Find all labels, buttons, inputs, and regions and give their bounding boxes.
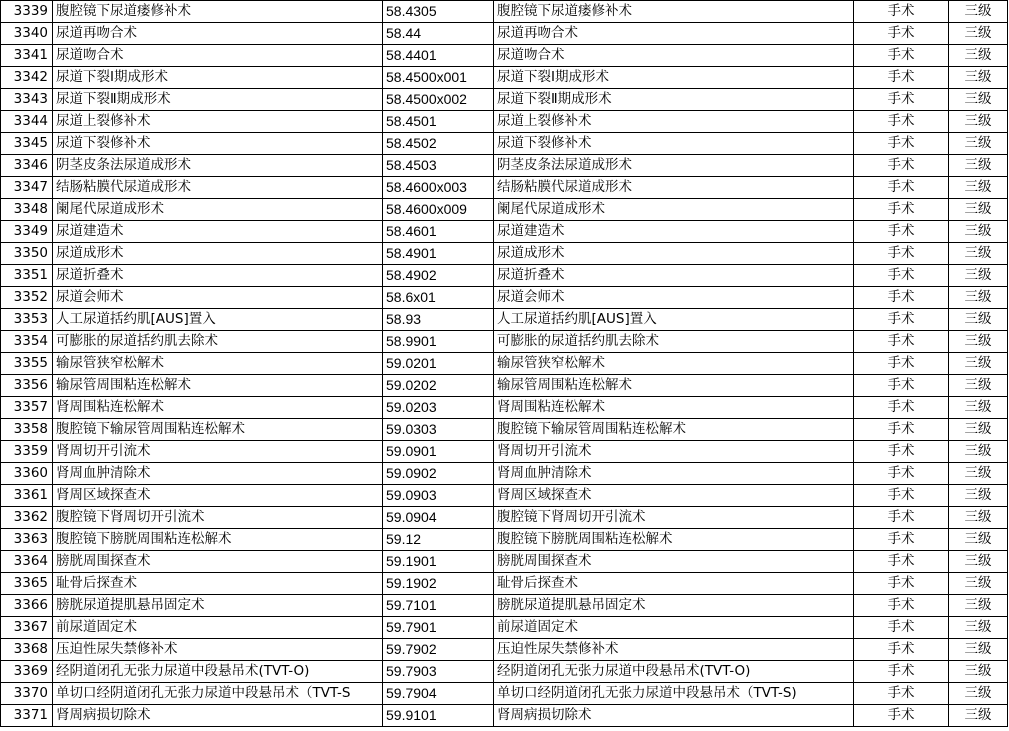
row-number-cell: 3354 <box>1 331 53 353</box>
grade-cell: 三级 <box>949 485 1008 507</box>
procedure-code-cell: 58.4401 <box>383 45 494 67</box>
category-cell: 手术 <box>854 419 949 441</box>
table-row <box>1 529 1008 551</box>
grade-cell: 三级 <box>949 243 1008 265</box>
grade-cell: 三级 <box>949 617 1008 639</box>
standard-name-cell: 尿道下裂Ⅱ期成形术 <box>494 89 854 111</box>
procedure-name-cell: 肾周围粘连松解术 <box>53 397 383 419</box>
table-row <box>1 573 1008 595</box>
table-body <box>1 1 1008 727</box>
procedure-code-cell: 58.4305 <box>383 1 494 23</box>
table-row <box>1 221 1008 243</box>
row-number-cell: 3357 <box>1 397 53 419</box>
procedure-name-cell: 尿道下裂Ⅰ期成形术 <box>53 67 383 89</box>
procedure-name-cell: 尿道会师术 <box>53 287 383 309</box>
category-cell: 手术 <box>854 221 949 243</box>
procedure-name-cell: 结肠粘膜代尿道成形术 <box>53 177 383 199</box>
standard-name-cell: 膀胱尿道提肌悬吊固定术 <box>494 595 854 617</box>
table-row <box>1 617 1008 639</box>
row-number-cell: 3366 <box>1 595 53 617</box>
procedure-code-cell: 58.4500x001 <box>383 67 494 89</box>
standard-name-cell: 膀胱周围探查术 <box>494 551 854 573</box>
grade-cell: 三级 <box>949 265 1008 287</box>
procedure-name-cell: 膀胱尿道提肌悬吊固定术 <box>53 595 383 617</box>
category-cell: 手术 <box>854 243 949 265</box>
grade-cell: 三级 <box>949 287 1008 309</box>
category-cell: 手术 <box>854 199 949 221</box>
row-number-cell: 3368 <box>1 639 53 661</box>
row-number-cell: 3353 <box>1 309 53 331</box>
standard-name-cell: 压迫性尿失禁修补术 <box>494 639 854 661</box>
table-row <box>1 639 1008 661</box>
row-number-cell: 3371 <box>1 705 53 727</box>
row-number-cell: 3355 <box>1 353 53 375</box>
category-cell: 手术 <box>854 639 949 661</box>
procedure-name-cell: 尿道吻合术 <box>53 45 383 67</box>
grade-cell: 三级 <box>949 23 1008 45</box>
row-number-cell: 3351 <box>1 265 53 287</box>
grade-cell: 三级 <box>949 89 1008 111</box>
category-cell: 手术 <box>854 397 949 419</box>
procedure-code-cell: 59.1901 <box>383 551 494 573</box>
table-row <box>1 309 1008 331</box>
table-row <box>1 441 1008 463</box>
procedure-name-cell: 腹腔镜下肾周切开引流术 <box>53 507 383 529</box>
row-number-cell: 3349 <box>1 221 53 243</box>
procedure-code-cell: 59.12 <box>383 529 494 551</box>
grade-cell: 三级 <box>949 397 1008 419</box>
grade-cell: 三级 <box>949 595 1008 617</box>
procedure-code-cell: 59.1902 <box>383 573 494 595</box>
table-row <box>1 353 1008 375</box>
procedure-code-cell: 58.4901 <box>383 243 494 265</box>
row-number-cell: 3344 <box>1 111 53 133</box>
procedure-code-cell: 59.0202 <box>383 375 494 397</box>
standard-name-cell: 腹腔镜下尿道瘘修补术 <box>494 1 854 23</box>
category-cell: 手术 <box>854 155 949 177</box>
procedure-code-cell: 59.7903 <box>383 661 494 683</box>
procedure-code-cell: 58.9901 <box>383 331 494 353</box>
category-cell: 手术 <box>854 89 949 111</box>
standard-name-cell: 前尿道固定术 <box>494 617 854 639</box>
table-row <box>1 595 1008 617</box>
procedure-code-cell: 59.7101 <box>383 595 494 617</box>
procedure-name-cell: 人工尿道括约肌[AUS]置入 <box>53 309 383 331</box>
grade-cell: 三级 <box>949 221 1008 243</box>
category-cell: 手术 <box>854 441 949 463</box>
procedure-name-cell: 膀胱周围探查术 <box>53 551 383 573</box>
row-number-cell: 3352 <box>1 287 53 309</box>
procedure-name-cell: 经阴道闭孔无张力尿道中段悬吊术(TVT-O) <box>53 661 383 683</box>
standard-name-cell: 尿道下裂修补术 <box>494 133 854 155</box>
row-number-cell: 3356 <box>1 375 53 397</box>
row-number-cell: 3367 <box>1 617 53 639</box>
procedure-code-cell: 59.9101 <box>383 705 494 727</box>
standard-name-cell: 肾周病损切除术 <box>494 705 854 727</box>
procedure-name-cell: 腹腔镜下膀胱周围粘连松解术 <box>53 529 383 551</box>
category-cell: 手术 <box>854 45 949 67</box>
table-row <box>1 89 1008 111</box>
grade-cell: 三级 <box>949 111 1008 133</box>
procedure-name-cell: 输尿管周围粘连松解术 <box>53 375 383 397</box>
row-number-cell: 3360 <box>1 463 53 485</box>
procedure-name-cell: 尿道下裂Ⅱ期成形术 <box>53 89 383 111</box>
row-number-cell: 3363 <box>1 529 53 551</box>
standard-name-cell: 腹腔镜下输尿管周围粘连松解术 <box>494 419 854 441</box>
procedure-code-cell: 58.4501 <box>383 111 494 133</box>
standard-name-cell: 腹腔镜下膀胱周围粘连松解术 <box>494 529 854 551</box>
procedure-code-cell: 59.0903 <box>383 485 494 507</box>
category-cell: 手术 <box>854 1 949 23</box>
procedure-name-cell: 可膨胀的尿道括约肌去除术 <box>53 331 383 353</box>
row-number-cell: 3340 <box>1 23 53 45</box>
table-row <box>1 507 1008 529</box>
standard-name-cell: 单切口经阴道闭孔无张力尿道中段悬吊术（TVT-S) <box>494 683 854 705</box>
procedure-code-cell: 59.0902 <box>383 463 494 485</box>
grade-cell: 三级 <box>949 551 1008 573</box>
procedure-code-cell: 58.4500x002 <box>383 89 494 111</box>
procedure-name-cell: 阑尾代尿道成形术 <box>53 199 383 221</box>
row-number-cell: 3365 <box>1 573 53 595</box>
standard-name-cell: 耻骨后探查术 <box>494 573 854 595</box>
grade-cell: 三级 <box>949 45 1008 67</box>
category-cell: 手术 <box>854 67 949 89</box>
standard-name-cell: 尿道折叠术 <box>494 265 854 287</box>
procedure-code-cell: 59.7904 <box>383 683 494 705</box>
row-number-cell: 3342 <box>1 67 53 89</box>
procedure-code-cell: 59.0303 <box>383 419 494 441</box>
grade-cell: 三级 <box>949 155 1008 177</box>
category-cell: 手术 <box>854 617 949 639</box>
grade-cell: 三级 <box>949 1 1008 23</box>
grade-cell: 三级 <box>949 199 1008 221</box>
table-row <box>1 45 1008 67</box>
grade-cell: 三级 <box>949 463 1008 485</box>
procedure-name-cell: 尿道再吻合术 <box>53 23 383 45</box>
standard-name-cell: 肾周血肿清除术 <box>494 463 854 485</box>
category-cell: 手术 <box>854 573 949 595</box>
table-row <box>1 661 1008 683</box>
grade-cell: 三级 <box>949 331 1008 353</box>
table-row <box>1 265 1008 287</box>
grade-cell: 三级 <box>949 353 1008 375</box>
grade-cell: 三级 <box>949 661 1008 683</box>
category-cell: 手术 <box>854 133 949 155</box>
category-cell: 手术 <box>854 661 949 683</box>
procedure-code-cell: 59.0904 <box>383 507 494 529</box>
row-number-cell: 3362 <box>1 507 53 529</box>
procedure-code-cell: 58.4600x009 <box>383 199 494 221</box>
procedure-name-cell: 压迫性尿失禁修补术 <box>53 639 383 661</box>
standard-name-cell: 尿道成形术 <box>494 243 854 265</box>
procedure-code-cell: 58.4503 <box>383 155 494 177</box>
table-row <box>1 111 1008 133</box>
category-cell: 手术 <box>854 485 949 507</box>
row-number-cell: 3350 <box>1 243 53 265</box>
procedure-code-cell: 58.4601 <box>383 221 494 243</box>
row-number-cell: 3341 <box>1 45 53 67</box>
table-row <box>1 375 1008 397</box>
procedure-name-cell: 尿道折叠术 <box>53 265 383 287</box>
table-row <box>1 133 1008 155</box>
table-row <box>1 683 1008 705</box>
category-cell: 手术 <box>854 529 949 551</box>
procedure-name-cell: 尿道建造术 <box>53 221 383 243</box>
table-row <box>1 199 1008 221</box>
row-number-cell: 3343 <box>1 89 53 111</box>
category-cell: 手术 <box>854 23 949 45</box>
procedure-code-cell: 58.93 <box>383 309 494 331</box>
row-number-cell: 3358 <box>1 419 53 441</box>
procedure-code-cell: 58.44 <box>383 23 494 45</box>
procedure-code-cell: 59.7901 <box>383 617 494 639</box>
procedure-code-cell: 59.7902 <box>383 639 494 661</box>
standard-name-cell: 尿道再吻合术 <box>494 23 854 45</box>
grade-cell: 三级 <box>949 309 1008 331</box>
row-number-cell: 3369 <box>1 661 53 683</box>
category-cell: 手术 <box>854 331 949 353</box>
procedure-code-cell: 59.0901 <box>383 441 494 463</box>
standard-name-cell: 尿道会师术 <box>494 287 854 309</box>
standard-name-cell: 阴茎皮条法尿道成形术 <box>494 155 854 177</box>
standard-name-cell: 输尿管周围粘连松解术 <box>494 375 854 397</box>
grade-cell: 三级 <box>949 67 1008 89</box>
standard-name-cell: 肾周区域探查术 <box>494 485 854 507</box>
standard-name-cell: 可膨胀的尿道括约肌去除术 <box>494 331 854 353</box>
procedure-name-cell: 肾周血肿清除术 <box>53 463 383 485</box>
procedure-code-cell: 58.4902 <box>383 265 494 287</box>
table-row <box>1 419 1008 441</box>
grade-cell: 三级 <box>949 639 1008 661</box>
table-row <box>1 551 1008 573</box>
procedure-name-cell: 腹腔镜下尿道瘘修补术 <box>53 1 383 23</box>
table-row <box>1 287 1008 309</box>
row-number-cell: 3345 <box>1 133 53 155</box>
row-number-cell: 3339 <box>1 1 53 23</box>
standard-name-cell: 阑尾代尿道成形术 <box>494 199 854 221</box>
category-cell: 手术 <box>854 683 949 705</box>
category-cell: 手术 <box>854 353 949 375</box>
procedure-name-cell: 腹腔镜下输尿管周围粘连松解术 <box>53 419 383 441</box>
procedure-name-cell: 阴茎皮条法尿道成形术 <box>53 155 383 177</box>
row-number-cell: 3347 <box>1 177 53 199</box>
row-number-cell: 3348 <box>1 199 53 221</box>
row-number-cell: 3364 <box>1 551 53 573</box>
table-row <box>1 485 1008 507</box>
grade-cell: 三级 <box>949 573 1008 595</box>
procedure-name-cell: 尿道下裂修补术 <box>53 133 383 155</box>
category-cell: 手术 <box>854 595 949 617</box>
procedure-name-cell: 尿道上裂修补术 <box>53 111 383 133</box>
grade-cell: 三级 <box>949 177 1008 199</box>
grade-cell: 三级 <box>949 375 1008 397</box>
category-cell: 手术 <box>854 463 949 485</box>
grade-cell: 三级 <box>949 683 1008 705</box>
procedure-name-cell: 输尿管狭窄松解术 <box>53 353 383 375</box>
grade-cell: 三级 <box>949 441 1008 463</box>
procedure-name-cell: 肾周区域探查术 <box>53 485 383 507</box>
procedure-name-cell: 前尿道固定术 <box>53 617 383 639</box>
row-number-cell: 3346 <box>1 155 53 177</box>
procedure-name-cell: 肾周病损切除术 <box>53 705 383 727</box>
table-row <box>1 397 1008 419</box>
standard-name-cell: 肾周围粘连松解术 <box>494 397 854 419</box>
standard-name-cell: 人工尿道括约肌[AUS]置入 <box>494 309 854 331</box>
category-cell: 手术 <box>854 309 949 331</box>
table-row <box>1 705 1008 727</box>
category-cell: 手术 <box>854 111 949 133</box>
grade-cell: 三级 <box>949 705 1008 727</box>
grade-cell: 三级 <box>949 419 1008 441</box>
grade-cell: 三级 <box>949 133 1008 155</box>
table-row <box>1 1 1008 23</box>
procedure-name-cell: 肾周切开引流术 <box>53 441 383 463</box>
table-row <box>1 243 1008 265</box>
category-cell: 手术 <box>854 375 949 397</box>
procedure-code-cell: 59.0201 <box>383 353 494 375</box>
standard-name-cell: 尿道上裂修补术 <box>494 111 854 133</box>
standard-name-cell: 结肠粘膜代尿道成形术 <box>494 177 854 199</box>
procedure-code-cell: 58.6x01 <box>383 287 494 309</box>
category-cell: 手术 <box>854 265 949 287</box>
category-cell: 手术 <box>854 705 949 727</box>
standard-name-cell: 尿道建造术 <box>494 221 854 243</box>
standard-name-cell: 尿道下裂Ⅰ期成形术 <box>494 67 854 89</box>
table-row <box>1 463 1008 485</box>
table-row <box>1 331 1008 353</box>
table-row <box>1 23 1008 45</box>
standard-name-cell: 输尿管狭窄松解术 <box>494 353 854 375</box>
grade-cell: 三级 <box>949 529 1008 551</box>
procedure-code-cell: 58.4502 <box>383 133 494 155</box>
table-row <box>1 155 1008 177</box>
procedure-name-cell: 尿道成形术 <box>53 243 383 265</box>
standard-name-cell: 尿道吻合术 <box>494 45 854 67</box>
procedure-name-cell: 单切口经阴道闭孔无张力尿道中段悬吊术（TVT-S <box>53 683 383 705</box>
category-cell: 手术 <box>854 551 949 573</box>
procedure-code-cell: 59.0203 <box>383 397 494 419</box>
table-row <box>1 67 1008 89</box>
procedure-name-cell: 耻骨后探查术 <box>53 573 383 595</box>
row-number-cell: 3361 <box>1 485 53 507</box>
category-cell: 手术 <box>854 177 949 199</box>
category-cell: 手术 <box>854 507 949 529</box>
row-number-cell: 3359 <box>1 441 53 463</box>
grade-cell: 三级 <box>949 507 1008 529</box>
standard-name-cell: 经阴道闭孔无张力尿道中段悬吊术(TVT-O) <box>494 661 854 683</box>
category-cell: 手术 <box>854 287 949 309</box>
standard-name-cell: 腹腔镜下肾周切开引流术 <box>494 507 854 529</box>
table-row <box>1 177 1008 199</box>
row-number-cell: 3370 <box>1 683 53 705</box>
standard-name-cell: 肾周切开引流术 <box>494 441 854 463</box>
procedure-code-cell: 58.4600x003 <box>383 177 494 199</box>
